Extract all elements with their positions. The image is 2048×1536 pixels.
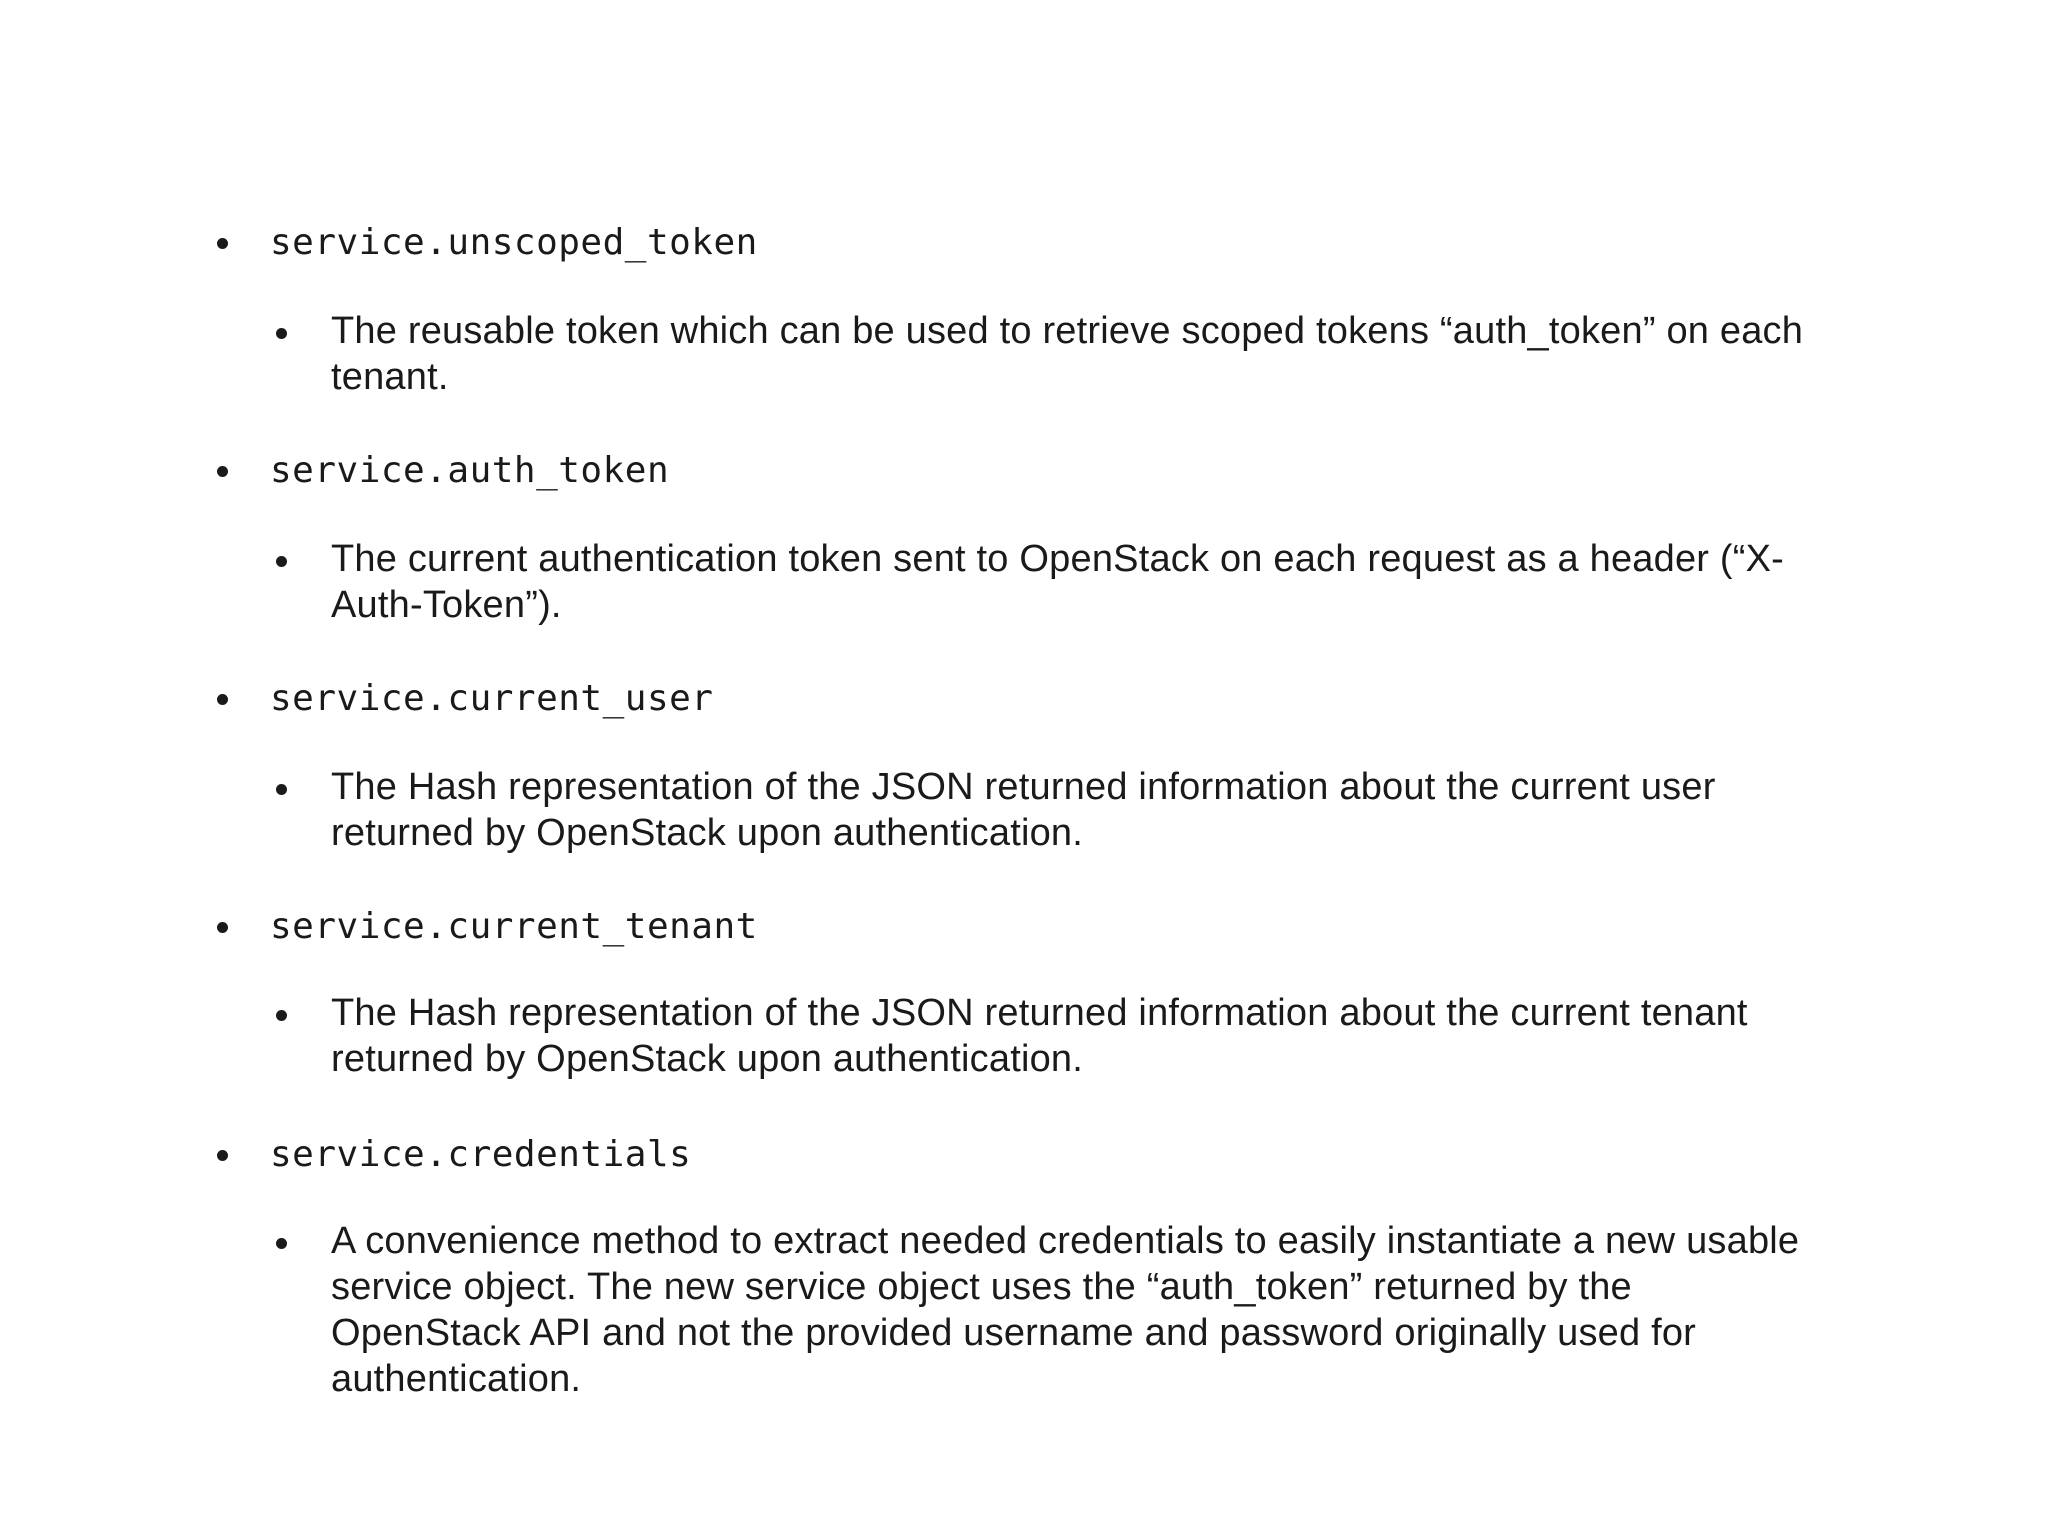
bullet-icon [217, 694, 228, 705]
description-text [331, 308, 1871, 400]
term-label: service.auth_token [270, 450, 670, 491]
description-text [331, 1218, 1871, 1402]
description-line: authentication. [331, 1358, 582, 1400]
description-text [331, 764, 1871, 856]
description-line: Auth-Token”). [331, 584, 562, 626]
bullet-icon [276, 1238, 287, 1249]
bullet-icon [217, 1150, 228, 1161]
description-line: returned by OpenStack upon authentication. [331, 1038, 1084, 1080]
description-line: tenant. [331, 356, 449, 398]
bullet-icon [217, 922, 228, 933]
description-line: service object. The new service object uses the “auth_token” returned by the [331, 1266, 1632, 1308]
description-line: returned by OpenStack upon authentication. [331, 812, 1084, 854]
term-label: service.current_user [270, 678, 714, 719]
bullet-icon [276, 556, 287, 567]
description-line: The reusable token which can be used to retrieve scoped tokens “auth_token” on each [331, 310, 1804, 352]
description-line: The current authentication token sent to OpenStack on each request as a header (“X- [331, 538, 1785, 580]
description-text [331, 536, 1871, 628]
bullet-icon [217, 238, 228, 249]
description-text [331, 990, 1871, 1082]
term-label: service.current_tenant [270, 906, 758, 947]
bullet-icon [276, 784, 287, 795]
term-label: service.unscoped_token [270, 222, 758, 263]
description-line: A convenience method to extract needed credentials to easily instantiate a new usable [331, 1220, 1800, 1262]
description-line: OpenStack API and not the provided username and password originally used for [331, 1312, 1697, 1354]
description-line: The Hash representation of the JSON returned information about the current user [331, 766, 1716, 808]
bullet-icon [276, 1010, 287, 1021]
bullet-icon [217, 466, 228, 477]
term-label: service.credentials [270, 1134, 692, 1175]
bullet-icon [276, 328, 287, 339]
description-line: The Hash representation of the JSON returned information about the current tenant [331, 992, 1748, 1034]
